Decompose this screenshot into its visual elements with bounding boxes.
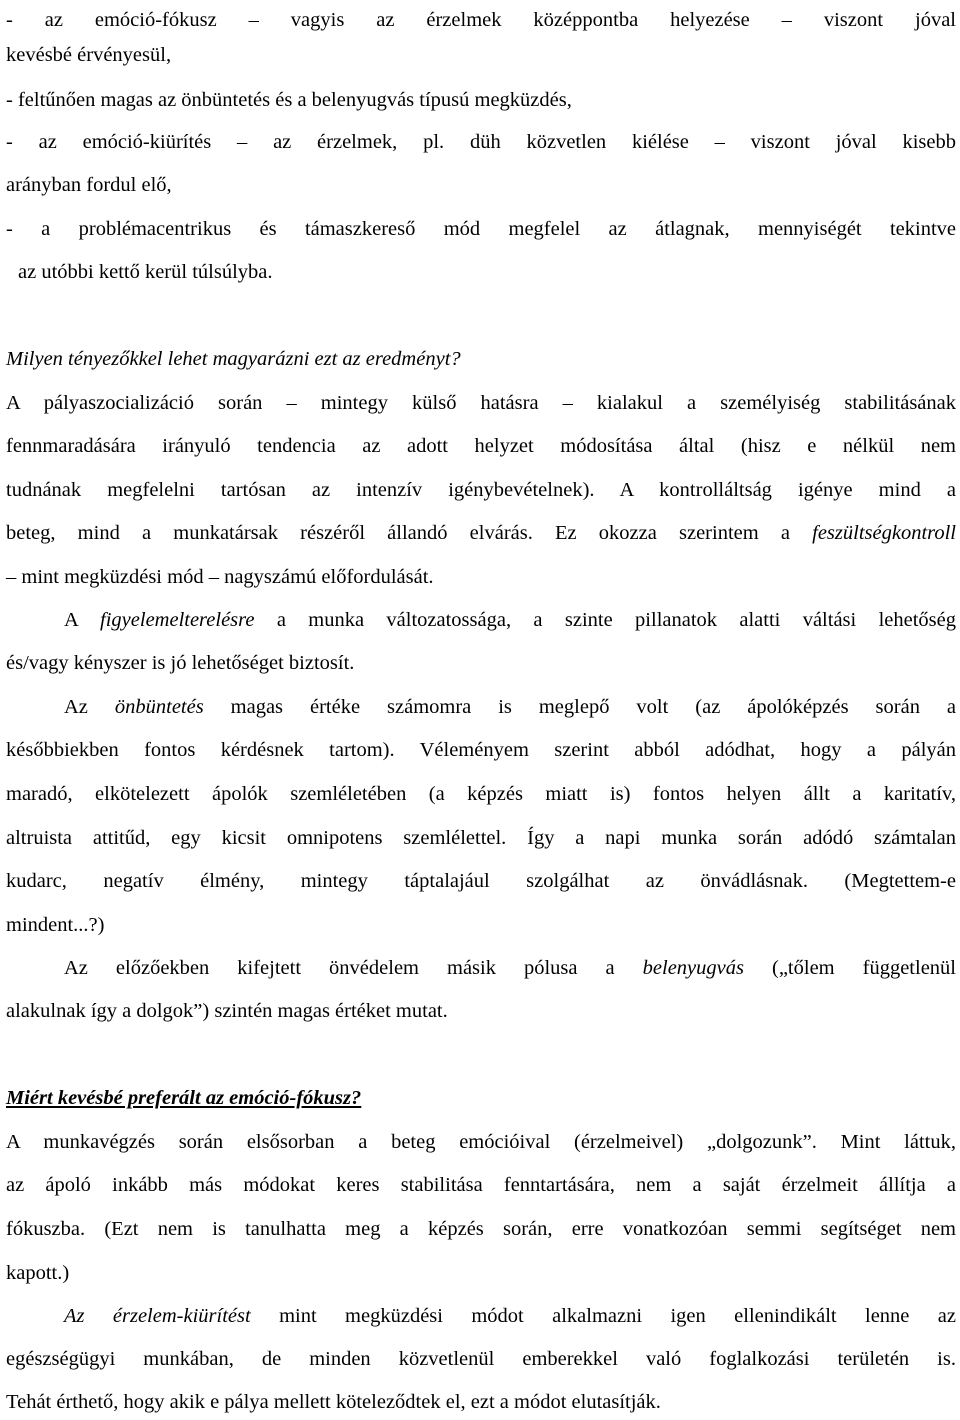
section-question: Milyen tényezőkkel lehet magyarázni ezt az eredményt? xyxy=(6,348,461,370)
text-line xyxy=(64,693,956,721)
emphasis-text: feszültségkontroll xyxy=(812,522,956,544)
text-span: magas értéke számomra is meglepő volt (az ápolóképzés során a xyxy=(203,696,957,718)
text-line: kapott.) xyxy=(6,1262,70,1284)
text-line: A munkavégzés során elsősorban a beteg emócióival (érzelmeivel) „dolgozunk”. Mint láttuk, xyxy=(6,1131,956,1153)
text-line xyxy=(64,1302,956,1330)
text-line: alakulnak így a dolgok”) szintén magas értéket mutat. xyxy=(6,1000,448,1022)
text-span: mint megküzdési módot alkalmazni igen ellenindikált lenne az xyxy=(250,1305,957,1327)
text-span: („tőlem függetlenül xyxy=(743,957,956,979)
text-line: mindent...?) xyxy=(6,914,105,936)
text-line xyxy=(64,954,956,982)
text-line: kevésbé érvényesül, xyxy=(6,44,172,66)
text-line: az utóbbi kettő kerül túlsúlyba. xyxy=(18,261,273,283)
text-line: fennmaradására irányuló tendencia az adott helyzet módosítása által (hisz e nélkül nem xyxy=(6,435,956,457)
text-line: - a problémacentrikus és támaszkereső mód megfelel az átlagnak, mennyiségét tekintve xyxy=(6,218,956,240)
emphasis-text: önbüntetés xyxy=(114,696,204,718)
text-line: kudarc, negatív élmény, mintegy táptalajául szolgálhat az önvádlásnak. (Megtettem-e xyxy=(6,870,956,892)
text-line: tudnának megfelelni tartósan az intenzív igénybevételnek). A kontrolláltság igénye mind a xyxy=(6,479,956,501)
text-span: a munka változatossága, a szinte pillanatok alatti váltási lehetőség xyxy=(254,609,956,631)
text-line: későbbiekben fontos kérdésnek tartom). Véleményem szerint abból adódhat, hogy a pályán xyxy=(6,739,956,761)
text-line: egészségügyi munkában, de minden közvetlenül emberekkel való foglalkozási területén is. xyxy=(6,1348,956,1370)
text-span: Az xyxy=(64,696,115,718)
text-line: arányban fordul elő, xyxy=(6,174,172,196)
emphasis-text: figyelemelterelésre xyxy=(100,609,255,631)
text-line xyxy=(6,519,956,547)
text-line: – mint megküzdési mód – nagyszámú előfordulását. xyxy=(6,566,434,588)
text-span: A xyxy=(64,609,101,631)
text-line xyxy=(64,606,956,634)
text-line: - az emóció-fókusz – vagyis az érzelmek középpontba helyezése – viszont jóval xyxy=(6,9,956,31)
section-question: Miért kevésbé preferált az emóció-fókusz? xyxy=(6,1087,362,1109)
text-line: és/vagy kényszer is jó lehetőséget biztosít. xyxy=(6,652,355,674)
text-span: beteg, mind a munkatársak részéről állandó elvárás. Ez okozza szerintem a xyxy=(6,522,813,544)
text-line: maradó, elkötelezett ápolók szemléletében (a képzés miatt is) fontos helyen állt a karitatív, xyxy=(6,783,956,805)
text-line: A pályaszocializáció során – mintegy külső hatásra – kialakul a személyiség stabilitásának xyxy=(6,392,956,414)
text-line: - feltűnően magas az önbüntetés és a belenyugvás típusú megküzdés, xyxy=(6,89,572,111)
text-line: az ápoló inkább más módokat keres stabilitása fenntartására, nem a saját érzelmeit állítja a xyxy=(6,1174,956,1196)
emphasis-text: Az érzelem-kiürítést xyxy=(64,1305,251,1327)
text-line: altruista attitűd, egy kicsit omnipotens szemlélettel. Így a napi munka során adódó számtalan xyxy=(6,827,956,849)
text-line: Tehát érthető, hogy akik e pálya mellett köteleződtek el, ezt a módot elutasítják. xyxy=(6,1391,661,1413)
text-span: Az előzőekben kifejtett önvédelem másik pólusa a xyxy=(64,957,643,979)
emphasis-text: belenyugvás xyxy=(642,957,744,979)
text-line: fókuszba. (Ezt nem is tanulhatta meg a képzés során, erre vonatkozóan semmi segítséget nem xyxy=(6,1218,956,1240)
text-line: - az emóció-kiürítés – az érzelmek, pl. düh közvetlen kiélése – viszont jóval kisebb xyxy=(6,131,956,153)
